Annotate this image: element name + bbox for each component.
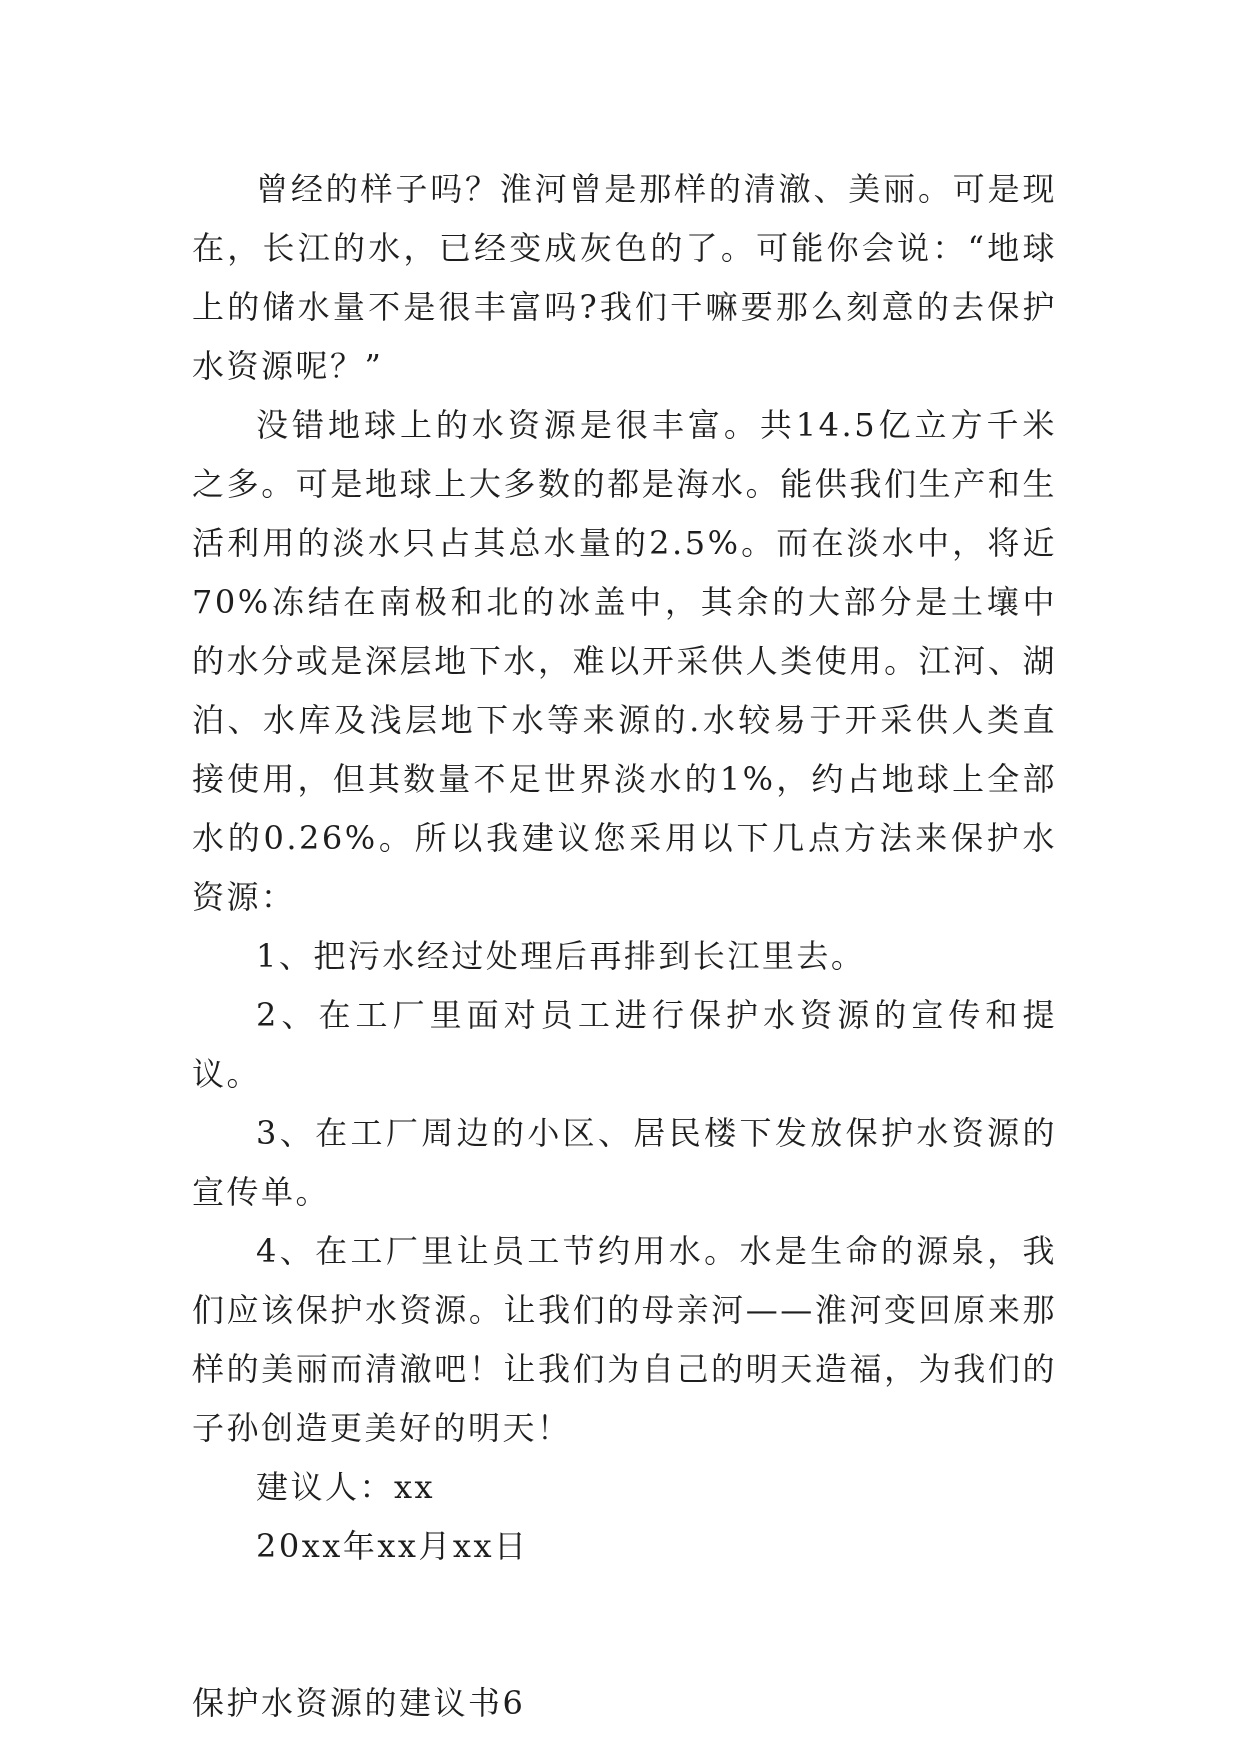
list-item-1: 1、把污水经过处理后再排到长江里去。 (256, 937, 866, 975)
list-item-3: 3、在工厂周边的小区、居民楼下发放保护水资源的宣传单。 (192, 1114, 1057, 1211)
document-body (192, 160, 1057, 1733)
list-item-2: 2、在工厂里面对员工进行保护水资源的宣传和提议。 (192, 996, 1057, 1093)
body-paragraph-1: 曾经的样子吗？淮河曾是那样的清澈、美丽。可是现在，长江的水，已经变成灰色的了。可能你会说：“地球上的储水量不是很丰富吗?我们干嘛要那么刻意的去保护水资源呢？” (192, 170, 1057, 385)
section-gap-2 (192, 1635, 1057, 1674)
body-paragraph-2: 没错地球上的水资源是很丰富。共14.5亿立方千米之多。可是地球上大多数的都是海水。能供我们生产和生活利用的淡水只占其总水量的2.5%。而在淡水中，将近70%冻结在南极和北的冰盖中，其余的大部分是土壤中的水分或是深层地下水，难以开采供人类使用。江河、湖泊、水库及浅层地下水等来源的.水较易于开采供人类直接使用，但其数量不足世界淡水的1%，约占地球上全部水的0.26%。所以我建议您采用以下几点方法来保护水资源： (192, 406, 1057, 916)
signature-date: 20xx年xx月xx日 (256, 1527, 529, 1565)
list-item-4: 4、在工厂里让员工节约用水。水是生命的源泉，我们应该保护水资源。让我们的母亲河——淮河变回原来那样的美丽而清澈吧！让我们为自己的明天造福，为我们的子孙创造更美好的明天！ (192, 1232, 1057, 1447)
section-gap (192, 1576, 1057, 1635)
next-section-heading: 保护水资源的建议书6 (192, 1684, 526, 1722)
signature-proposer: 建议人：xx (256, 1468, 436, 1506)
